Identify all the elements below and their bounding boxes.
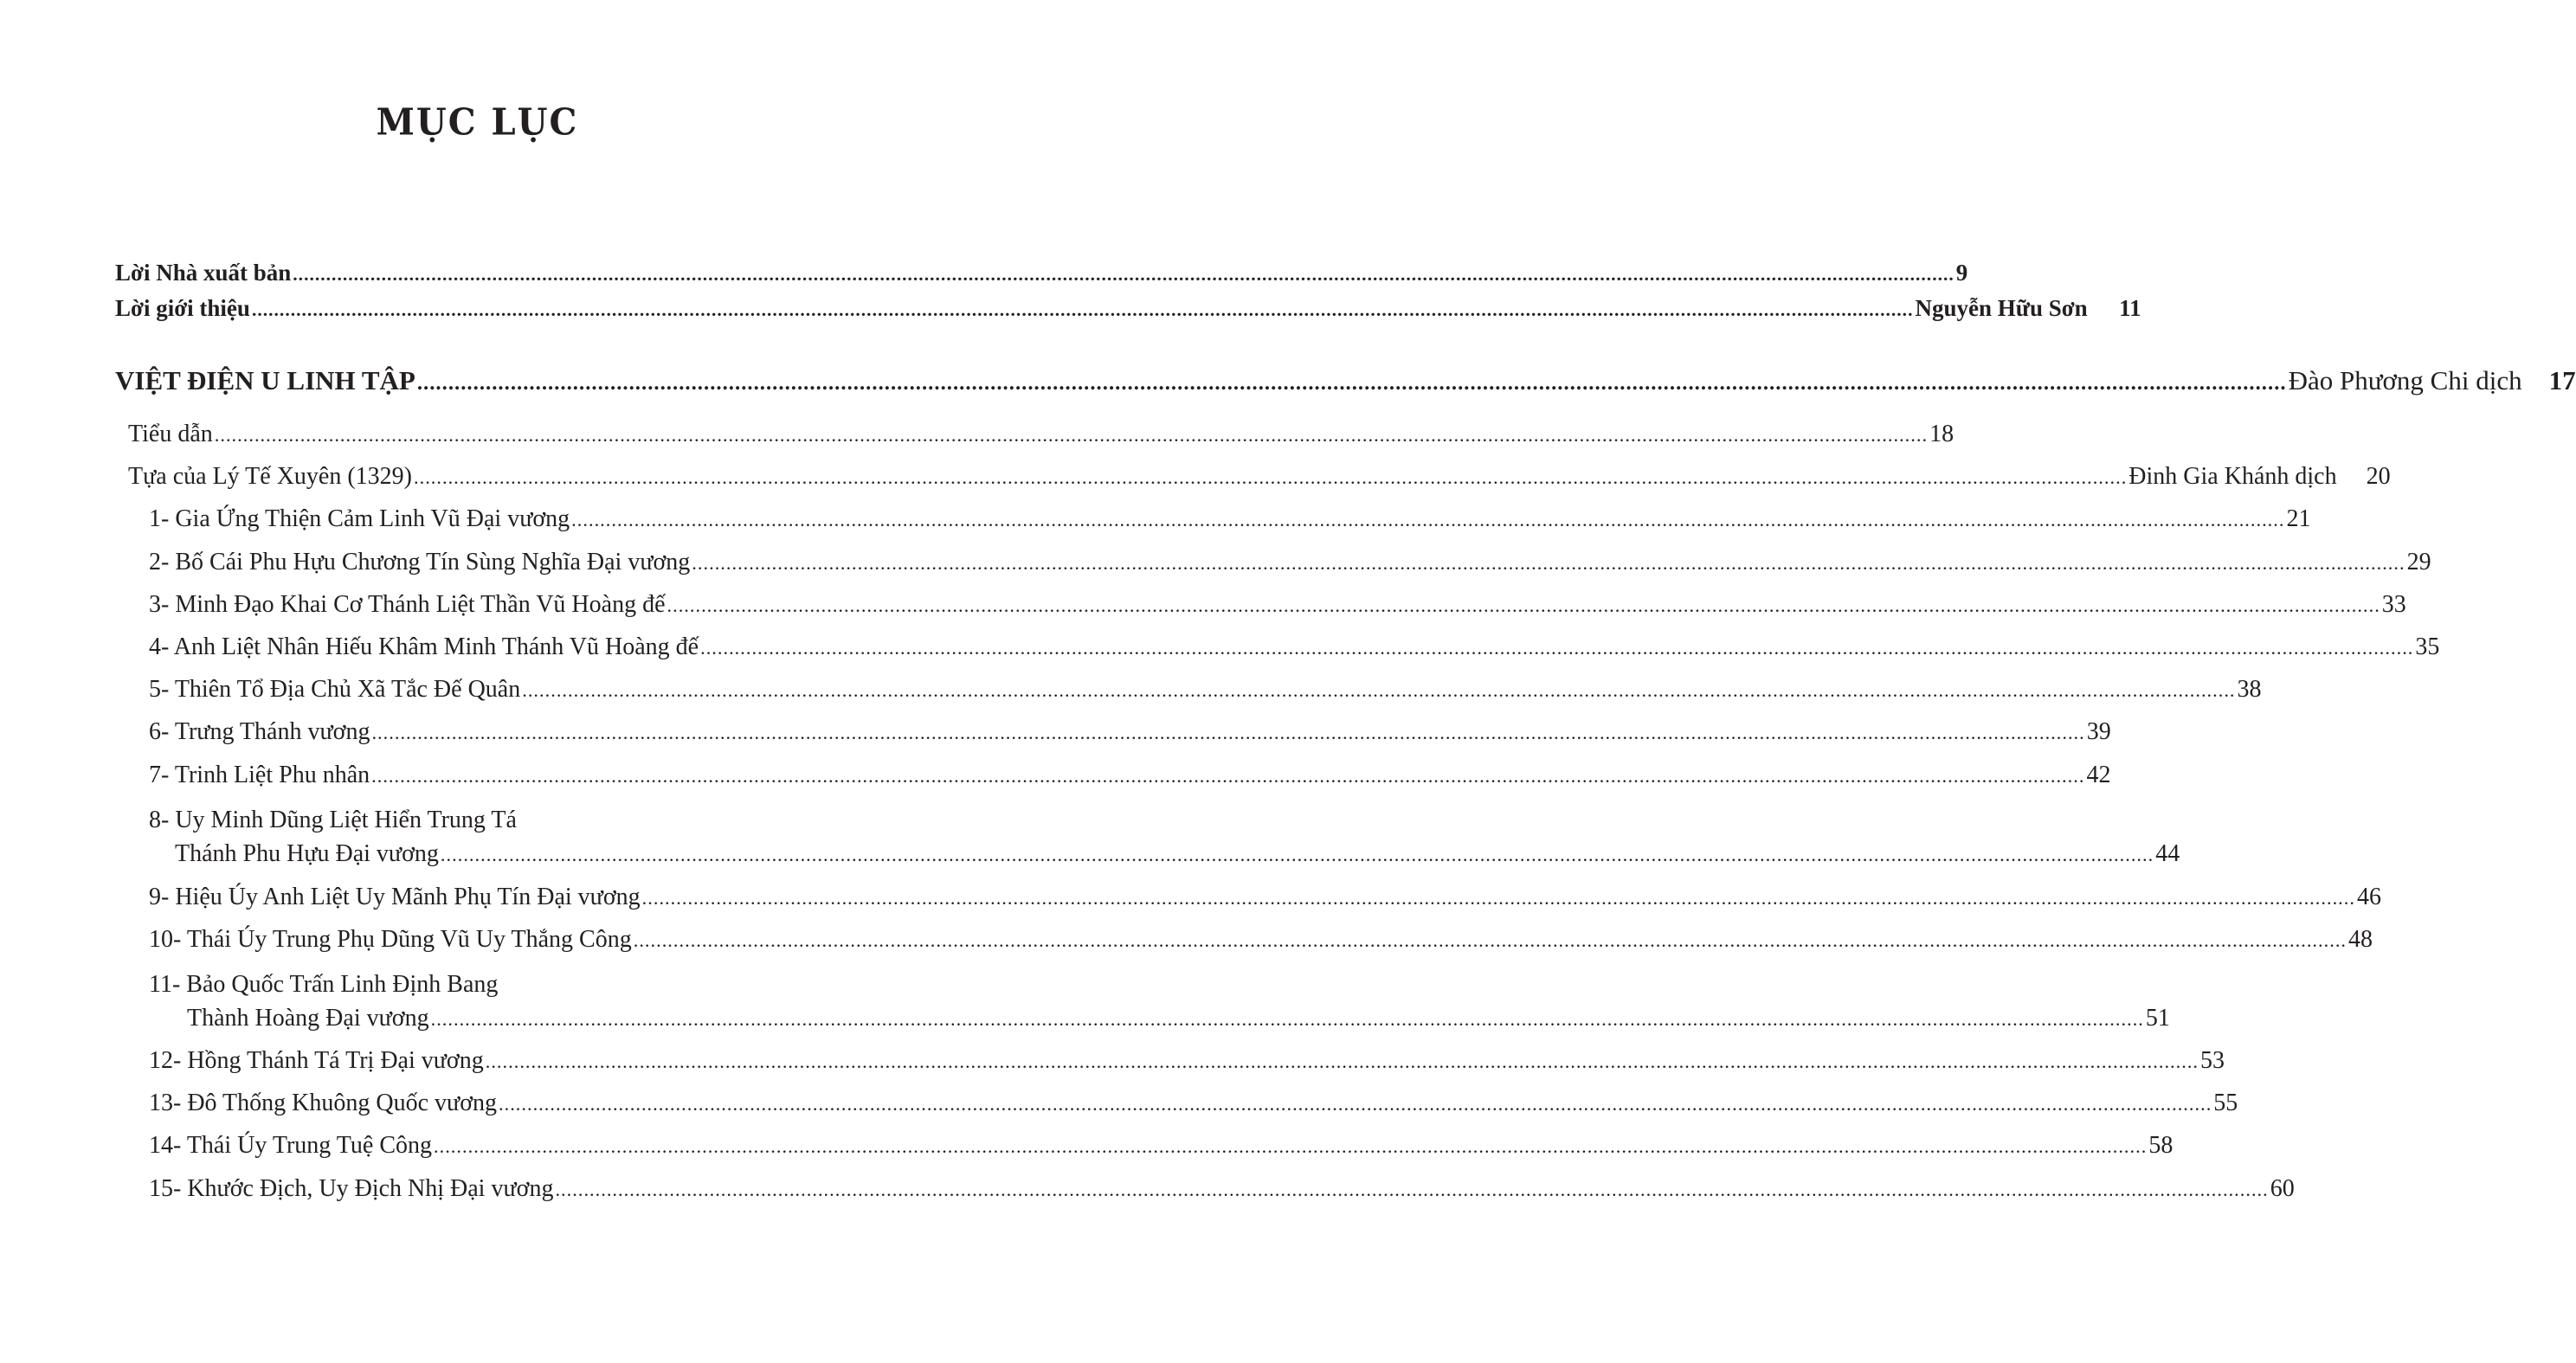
dot-leader: ............................................................................................................................................................................................................................................................................................................ [485,1051,2199,1072]
toc-entry-page: 42 [2086,762,2111,788]
toc-entry-page: 11 [2119,295,2141,321]
toc-entry-label: 5- Thiên Tổ Địa Chủ Xã Tắc Đế Quân [149,676,521,703]
dot-leader: ............................................................................................................................................................................................................................................................................................................ [700,637,2414,659]
toc-entry-label: 6- Trưng Thánh vương [149,718,370,745]
toc-entry-page: 18 [1929,421,1955,447]
dot-leader: ............................................................................................................................................................................................................................................................................................................ [555,1179,2269,1200]
toc-entry-label: 13- Đô Thống Khuông Quốc vương [149,1090,497,1116]
toc-entry [149,884,2381,918]
dot-leader: ............................................................................................................................................................................................................................................................................................................ [667,595,2380,616]
toc-entry-page: 55 [2213,1090,2238,1116]
toc-entry-page: 33 [2381,591,2406,618]
dot-leader: ............................................................................................................................................................................................................................................................................................................ [571,509,2285,530]
page-title: MỤC LỤC [376,100,579,145]
toc-entry-page: 53 [2200,1047,2225,1074]
dot-leader: ............................................................................................................................................................................................................................................................................................................ [251,299,1914,320]
toc-entry [149,762,2111,796]
dot-leader: ............................................................................................................................................................................................................................................................................................................ [499,1093,2212,1115]
toc-entry-label: 1- Gia Ứng Thiện Cảm Linh Vũ Đại vương [149,505,570,532]
toc-entry-page: 29 [2406,549,2431,575]
toc-entry-page: 44 [2155,840,2180,867]
toc-entry-label: 10- Thái Úy Trung Phụ Dũng Vũ Uy Thắng Công [149,926,632,953]
toc-entry-author: Đinh Gia Khánh dịch [2128,463,2337,490]
toc-entry-author: Nguyễn Hữu Sơn [1915,295,2088,321]
toc-entry-page: 20 [2366,463,2391,490]
dot-leader: ............................................................................................................................................................................................................................................................................................................ [692,552,2405,574]
toc-entry-page: 38 [2237,676,2262,703]
dot-leader: ............................................................................................................................................................................................................................................................................................................ [214,424,1929,446]
toc-entry-label: 9- Hiệu Úy Anh Liệt Uy Mãnh Phụ Tín Đại vương [149,884,641,910]
toc-entry [115,260,1968,294]
dot-leader: ............................................................................................................................................................................................................................................................................................................ [522,679,2236,701]
toc-entry [149,549,2431,583]
toc-entry [149,505,2311,540]
toc-entry [149,1090,2238,1124]
dot-leader: ............................................................................................................................................................................................................................................................................................................ [440,844,2154,865]
toc-entry-page: 48 [2348,926,2373,953]
toc-entry [149,1047,2225,1082]
toc-entry [128,421,1955,455]
toc-entry [115,365,2576,400]
dot-leader: ............................................................................................................................................................................................................................................................................................................ [430,1008,2144,1030]
toc-entry-page: 51 [2145,1005,2170,1032]
toc-entry [149,718,2111,753]
dot-leader: ............................................................................................................................................................................................................................................................................................................ [416,371,2287,395]
toc-entry [115,295,2141,330]
toc-entry-label: 4- Anh Liệt Nhân Hiếu Khâm Minh Thánh Vũ Hoàng đế [149,633,699,660]
toc-entry-page: 46 [2356,884,2381,910]
dot-leader: ............................................................................................................................................................................................................................................................................................................ [641,887,2355,909]
toc-entry-page: 35 [2415,633,2440,660]
dot-leader: ............................................................................................................................................................................................................................................................................................................ [371,765,2085,787]
toc-entry-page: 58 [2148,1132,2174,1159]
toc-entry-label: 8- Uy Minh Dũng Liệt Hiển Trung Tá [149,807,517,833]
toc-entry [187,1005,2170,1039]
toc-entry-page: 39 [2086,718,2111,745]
toc-entry-label: 14- Thái Úy Trung Tuệ Công [149,1132,433,1159]
toc-entry [175,840,2180,875]
toc-entry-label: 15- Khước Địch, Uy Địch Nhị Đại vương [149,1175,554,1202]
dot-leader: ............................................................................................................................................................................................................................................................................................................ [414,466,2128,488]
toc-entry-page: 60 [2270,1175,2295,1202]
toc-entry-page: 17 [2548,365,2576,395]
dot-leader: ............................................................................................................................................................................................................................................................................................................ [434,1135,2148,1157]
toc-entry-label: Tiểu dẫn [128,421,213,447]
toc-entry [149,1175,2295,1210]
toc-entry-label: Tựa của Lý Tế Xuyên (1329) [128,463,412,490]
toc-entry [149,591,2406,626]
dot-leader: ............................................................................................................................................................................................................................................................................................................ [633,929,2347,951]
toc-entry [149,1132,2174,1167]
toc-entry-label: 2- Bố Cái Phu Hựu Chương Tín Sùng Nghĩa Đại vương [149,549,691,575]
toc-entry-label: 12- Hồng Thánh Tá Trị Đại vương [149,1047,484,1074]
toc-entry [149,676,2262,710]
toc-entry-author: Đào Phương Chi dịch [2288,365,2522,395]
toc-entry-label: 7- Trinh Liệt Phu nhân [149,762,370,788]
toc-entry-label: VIỆT ĐIỆN U LINH TẬP [115,365,415,395]
toc-entry-page: 21 [2286,505,2311,532]
dot-leader: ............................................................................................................................................................................................................................................................................................................ [371,722,2085,743]
toc-entry-page: 9 [1955,260,1968,286]
toc-entry-label: Lời giới thiệu [115,295,250,321]
dot-leader: ............................................................................................................................................................................................................................................................................................................ [293,264,1955,285]
toc-entry-label: Thánh Phu Hựu Đại vương [175,840,439,867]
toc-entry [149,633,2440,668]
toc-entry-label: Thành Hoàng Đại vương [187,1005,429,1032]
toc-entry-label: 3- Minh Đạo Khai Cơ Thánh Liệt Thần Vũ Hoàng đế [149,591,666,618]
toc-entry-label: Lời Nhà xuất bản [115,260,292,286]
toc-entry [149,926,2373,961]
toc-entry-label: 11- Bảo Quốc Trấn Linh Định Bang [149,971,499,998]
toc-entry [128,463,2391,498]
